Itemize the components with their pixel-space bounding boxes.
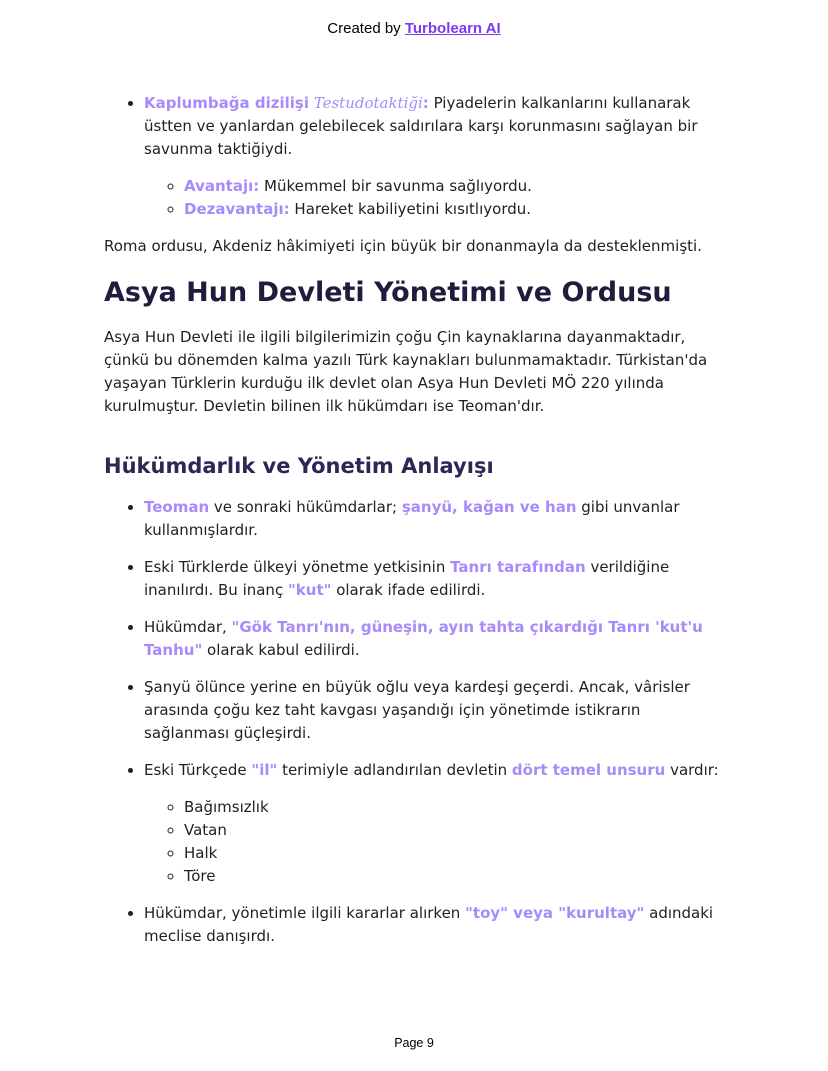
page-header [0,20,828,37]
subsection-heading: Hükümdarlık ve Yönetim Anlayışı [104,454,494,478]
governance-list [104,496,724,948]
page-content [104,92,724,948]
intro-paragraph: Asya Hun Devleti ile ilgili bilgilerimizin çoğu Çin kaynaklarına dayanmaktadır, çünkü bu dönemden kalma yazılı Türk kaynakları bulunmamaktadır. Türkistan'da yaşayan Türklerin kurduğu ilk devlet olan Asya Hun Devleti MÖ 220 yılında kurulmuştur. Devletin bilinen ilk hükümdarı ise Teoman'dır. [104,328,708,415]
item-text: Hükümdar, [144,618,232,636]
highlight-term: Dezavantajı: [184,200,290,218]
list-item [144,759,724,888]
tactic-list [104,92,724,221]
item-text: olarak ifade edilirdi. [331,581,486,599]
highlight-term: Avantajı: [184,177,260,195]
paragraph: Roma ordusu, Akdeniz hâkimiyeti için büyük bir donanmayla da desteklenmişti. [104,237,702,255]
list-item [144,616,724,662]
item-text: Eski Türklerde ülkeyi yönetme yetkisinin [144,558,451,576]
item-text: olarak kabul edilirdi. [202,641,360,659]
item-text: adındaki meclise danışırdı. [144,904,714,945]
colon: : [422,94,429,112]
item-text: Hareket kabiliyetini kısıtlıyordu. [289,200,532,218]
item-text: ve sonraki hükümdarlar; [209,498,402,516]
item-text: terimiyle adlandırılan devletin [277,761,512,779]
list-item [144,676,724,745]
list-item [184,175,724,198]
list-item: ◦ Halk [184,842,724,865]
item-text: Eski Türkçede [144,761,252,779]
math-term: Testudotaktiği [313,94,423,112]
turbolearn-link[interactable]: Turbolearn AI [404,20,501,37]
list-item [144,556,724,602]
highlight-term: Kaplumbağa dizilişi [144,94,309,112]
item-text: Hükümdar, yönetimle ilgili kararlar alırken [144,904,466,922]
list-item: ◦ Vatan [184,819,724,842]
highlight-term: Tanrı tarafından [450,558,586,576]
highlight-term: Teoman [144,498,210,516]
item-text: gibi unvanlar kullanmışlardır. [144,498,680,539]
highlight-term: dört temel unsuru [511,761,666,779]
sub-list [144,175,724,221]
highlight-term: "toy" veya "kurultay" [465,904,645,922]
highlight-term: "il" [251,761,278,779]
list-item [144,496,724,542]
highlight-term: "kut" [287,581,332,599]
item-text: verildiğine inanılırdı. Bu inanç [144,558,670,599]
item-text: Piyadelerin kalkanlarını kullanarak üstten ve yanlardan gelebilecek saldırılara karşı korunmasını sağlayan bir savunma taktiğiydi. [144,94,698,158]
highlight-term: şanyü, kağan ve han [401,498,577,516]
list-item [184,198,724,221]
list-item: ◦ Bağımsızlık [184,796,724,819]
sub-list [144,796,724,888]
page-number: Page 9 [394,1036,434,1050]
item-text: Şanyü ölünce yerine en büyük oğlu veya kardeşi geçerdi. Ancak, vârisler arasında çoğu kez taht kavgası yaşandığı için yönetimde istikrarın sağlanması güçleşirdi. [144,678,690,742]
list-item [144,902,724,948]
list-item [144,92,724,221]
section-heading: Asya Hun Devleti Yönetimi ve Ordusu [104,277,672,308]
item-text: vardır: [665,761,719,779]
highlight-term: "Gök Tanrı'nın, güneşin, ayın tahta çıkardığı Tanrı 'kut'u Tanhu" [144,618,703,659]
item-text: Mükemmel bir savunma sağlıyordu. [259,177,532,195]
list-item: ◦ Töre [184,865,724,888]
header-prefix: Created by [327,20,401,37]
